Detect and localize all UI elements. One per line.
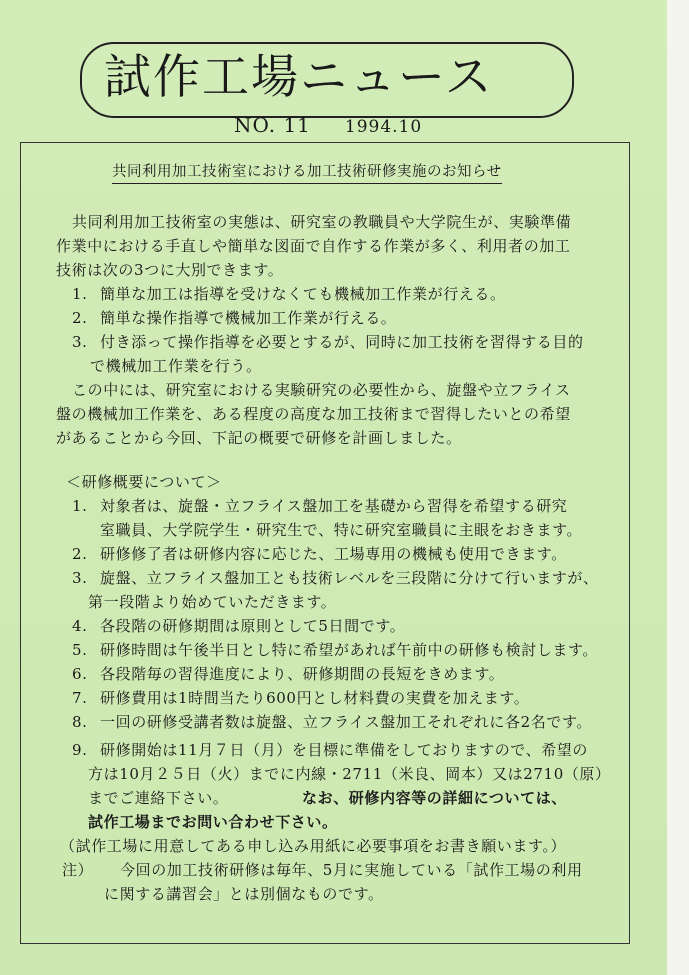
contact-line: までご連絡下さい。 (88, 789, 229, 807)
overview-item-continuation: 室職員、大学院学生・研究生で、特に研究室職員に主眼をおきます。 (100, 521, 583, 539)
overview-item (72, 689, 529, 707)
category-number: 1. (72, 285, 88, 303)
overview-item (72, 741, 588, 759)
item-number: 8. (72, 713, 88, 731)
page-edge (667, 0, 689, 975)
overview-item-continuation: 第一段階より始めていただきます。 (88, 593, 337, 611)
contact-details-line: なお、研修内容等の詳細については、 (302, 789, 567, 807)
overview-heading: ＜研修概要について＞ (66, 473, 222, 491)
overview-item (72, 497, 567, 515)
item-number: 6. (72, 665, 88, 683)
purpose-line: があることから今回、下記の概要で研修を計画しました。 (56, 429, 462, 447)
intro-line: 作業中における手直しや簡単な図面で自作する作業が多く、利用者の加工 (56, 237, 571, 255)
item-text: 旋盤、立フライス盤加工とも技術レベルを三段階に分けて行いますが、 (100, 569, 599, 587)
purpose-line: この中には、研究室における実験研究の必要性から、旋盤や立フライス (72, 381, 571, 399)
overview-item (72, 545, 567, 563)
purpose-line: 盤の機械加工作業を、ある程度の高度な加工技術まで習得したいとの希望 (56, 405, 571, 423)
item-text: 研修開始は11月７日（月）を目標に準備をしておりますので、希望の (100, 741, 588, 759)
category-item (72, 285, 506, 303)
note-label: 注） (62, 861, 94, 879)
overview-item (72, 641, 598, 659)
overview-item (72, 569, 599, 587)
newsletter-title: 試作工場ニュース (104, 50, 494, 105)
category-number: 3. (72, 333, 88, 351)
category-text: 付き添って操作指導を必要とするが、同時に加工技術を習得する目的 (100, 333, 584, 351)
application-form-note: （試作工場に用意してある申し込み用紙に必要事項をお書き願います。） (60, 837, 567, 855)
category-text: 簡単な操作指導で機械加工作業が行える。 (100, 309, 397, 327)
category-item (72, 309, 396, 327)
article-headline: 共同利用加工技術室における加工技術研修実施のお知らせ (112, 160, 502, 184)
intro-line: 共同利用加工技術室の実態は、研究室の教職員や大学院生が、実験準備 (72, 213, 572, 231)
category-number: 2. (72, 309, 88, 327)
item-number: 7. (72, 689, 88, 707)
item-number: 5. (72, 641, 88, 659)
item-text: 研修費用は1時間当たり600円とし材料費の実費を加えます。 (100, 689, 530, 707)
item-text: 各段階の研修期間は原則として5日間です。 (100, 617, 406, 635)
contact-details-line: 試作工場までお問い合わせ下さい。 (88, 813, 338, 831)
item-number: 3. (72, 569, 88, 587)
issue-line (234, 113, 422, 137)
item-number: 4. (72, 617, 88, 635)
overview-item-continuation: 方は10月２５日（火）までに内線・2711（米良、岡本）又は2710（原） (88, 765, 611, 783)
item-text: 研修修了者は研修内容に応じた、工場専用の機械も使用できます。 (100, 545, 567, 563)
item-number: 1. (72, 497, 88, 515)
overview-item (72, 617, 405, 635)
issue-date: 1994.10 (344, 117, 423, 137)
item-number: 2. (72, 545, 88, 563)
category-continuation: で機械加工作業を行う。 (90, 357, 262, 375)
note-line: に関する講習会」とは別個なものです。 (104, 885, 384, 903)
item-text: 対象者は、旋盤・立フライス盤加工を基礎から習得を希望する研究 (100, 497, 568, 515)
issue-number: NO. 11 (234, 113, 311, 137)
category-item (72, 333, 584, 351)
overview-item (72, 665, 504, 683)
item-number: 9. (72, 741, 88, 759)
intro-line: 技術は次の3つに大別できます。 (56, 261, 284, 279)
item-text: 各段階毎の習得進度により、研修期間の長短をきめます。 (100, 665, 505, 683)
category-text: 簡単な加工は指導を受けなくても機械加工作業が行える。 (100, 285, 506, 303)
note-line: 今回の加工技術研修は毎年、5月に実施している「試作工場の利用 (120, 861, 583, 879)
item-text: 一回の研修受講者数は旋盤、立フライス盤加工それぞれに各2名です。 (100, 713, 592, 731)
overview-item (72, 713, 592, 731)
item-text: 研修時間は午後半日とし特に希望があれば午前中の研修も検討します。 (100, 641, 599, 659)
